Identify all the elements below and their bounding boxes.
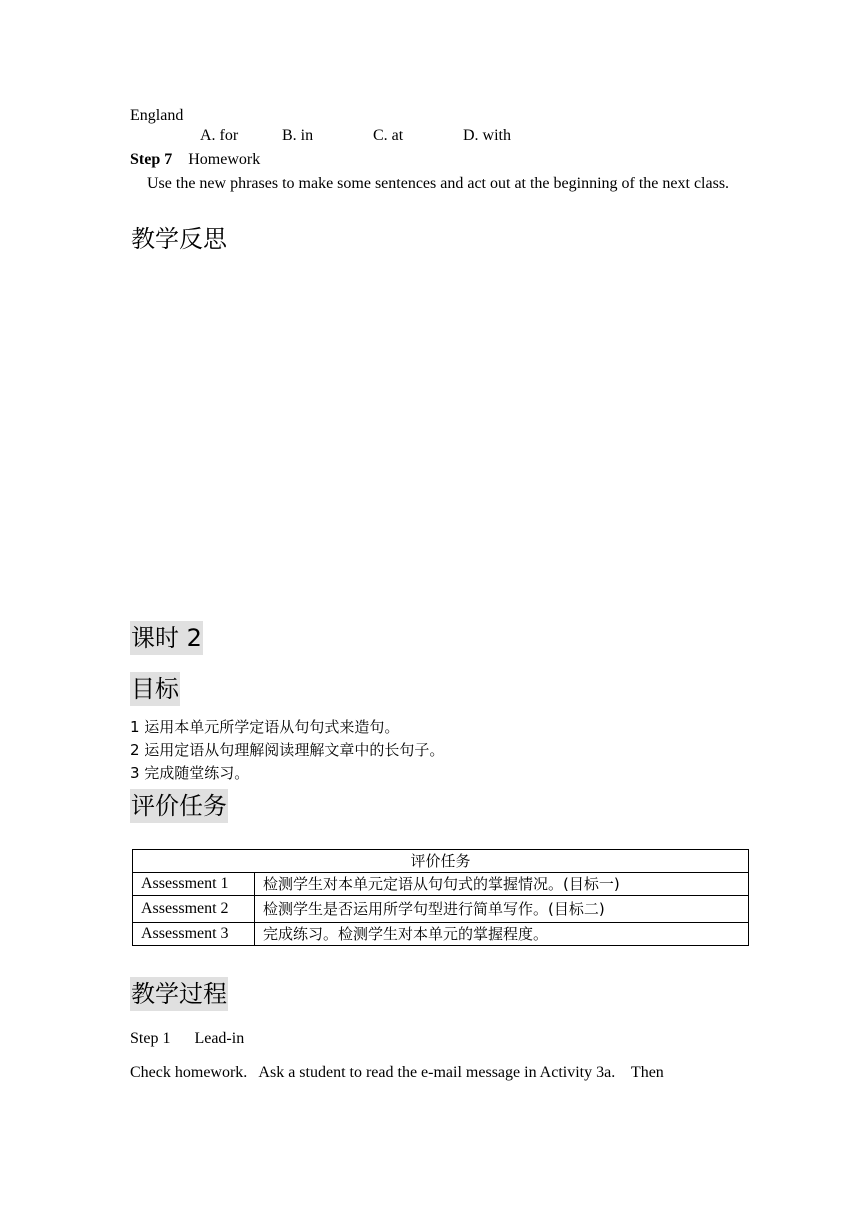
step1-line [130,1028,244,1050]
goal-item-1: 1 运用本单元所学定语从句句式来造句。 [130,718,400,736]
process-heading: 教学过程 [130,977,228,1011]
assessment-desc: 完成练习。检测学生对本单元的掌握程度。 [255,923,749,946]
homework-text: Use the new phrases to make some sentences and act out at the beginning of the next class. [147,175,730,192]
option-b: B. in [282,127,314,144]
step7-title: Homework [188,151,261,168]
assessment-heading: 评价任务 [130,789,228,823]
assessment-label: Assessment 2 [133,896,255,923]
goal-item-2: 2 运用定语从句理解阅读理解文章中的长句子。 [130,741,445,759]
option-c: C. at [373,127,404,144]
step1-title: Lead-in [194,1030,245,1047]
option-a: A. for [200,127,239,144]
table-row [133,896,749,923]
goal-item-3: 3 完成随堂练习。 [130,764,250,782]
assessment-desc: 检测学生对本单元定语从句句式的掌握情况。(目标一) [255,873,749,896]
table-row [133,923,749,946]
assessment-label: Assessment 3 [133,923,255,946]
assessment-label: Assessment 1 [133,873,255,896]
table-header: 评价任务 [133,850,749,873]
lesson-heading: 课时 2 [130,621,203,655]
goals-heading: 目标 [130,672,180,706]
table-row [133,873,749,896]
table-header-row [133,850,749,873]
reflection-heading: 教学反思 [131,225,227,253]
step7-label: Step 7 [130,151,173,168]
option-d: D. with [463,127,511,144]
step7-line [130,149,260,171]
continued-word: England [130,107,184,124]
assessment-desc: 检测学生是否运用所学句型进行简单写作。(目标二) [255,896,749,923]
assessment-table [132,849,749,946]
step1-label: Step 1 [130,1030,171,1047]
homework-check-line: Check homework. Ask a student to read the e-mail message in Activity 3a. Then [130,1064,664,1081]
